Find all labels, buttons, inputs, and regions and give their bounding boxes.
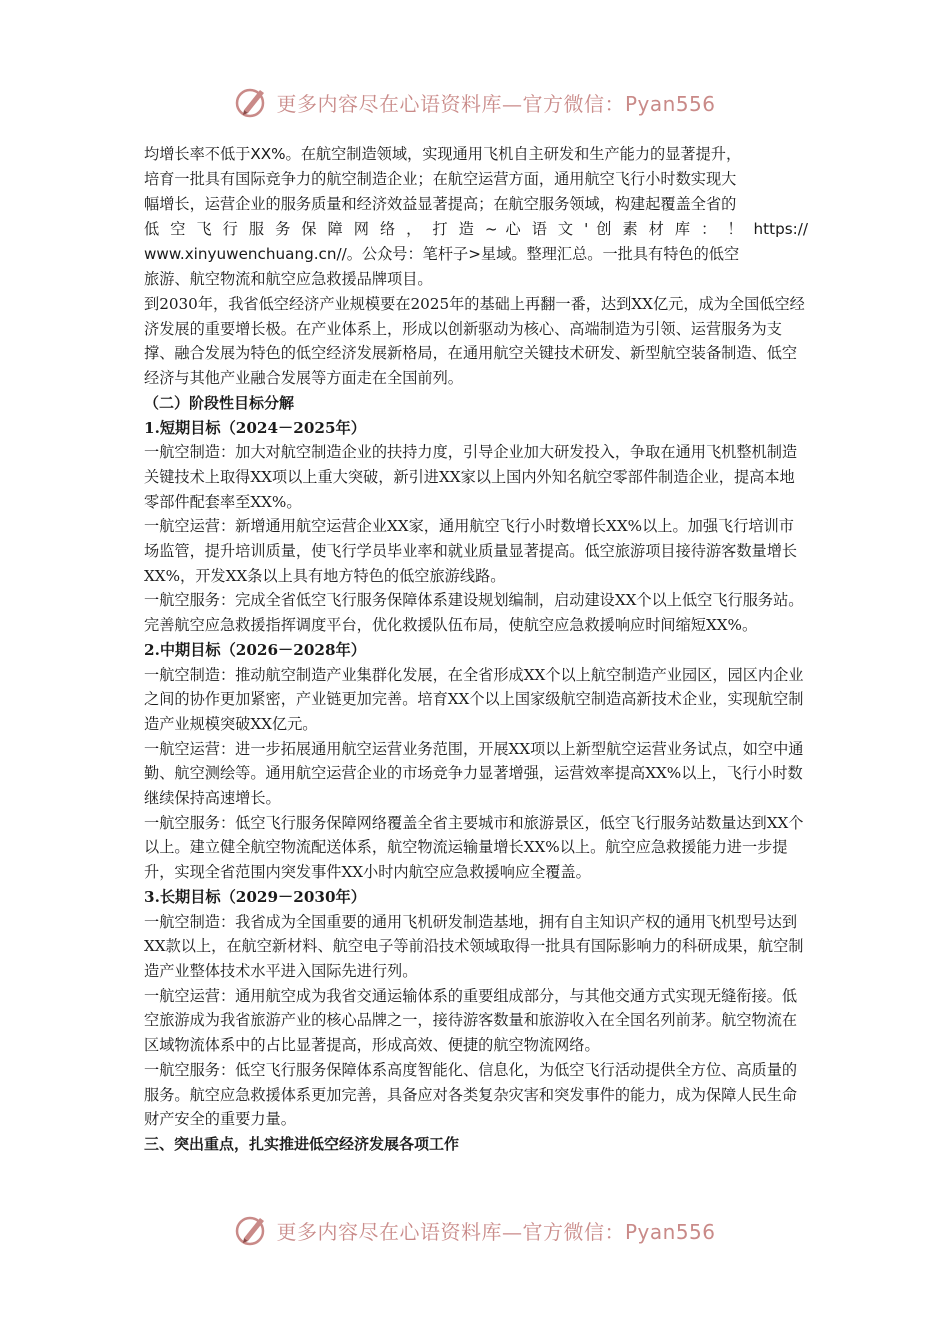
mid-term-manufacturing: 一航空制造：推动航空制造产业集群化发展，在全省形成XX个以上航空制造产业园区，园区内企业之间的协作更加紧密，产业链更加完善。培育XX个以上国家级航空制造高新技术企业，实现航空制造产业规模突破XX亿元。 <box>144 665 804 733</box>
short-term-operations: 一航空运营：新增通用航空运营企业XX家，通用航空飞行小时数增长XX%以上。加强飞行培训市场监管，提升培训质量，使飞行学员毕业率和就业质量显著提高。低空旅游项目接待游客数量增长XX%，开发XX条以上具有地方特色的低空旅游线路。 <box>144 517 798 585</box>
intro-line: 均增长率不低于XX%。在航空制造领域，实现通用飞机自主研发和生产能力的显著提升， <box>144 145 742 163</box>
section-heading-three: 三、突出重点，扎实推进低空经济发展各项工作 <box>144 1134 460 1153</box>
banner-text: 更多内容尽在心语资料库—官方微信：Pyan556 <box>276 91 716 116</box>
header-banner <box>0 80 950 124</box>
long-term-manufacturing: 一航空制造：我省成为全国重要的通用飞机研发制造基地，拥有自主知识产权的通用飞机型号达到XX款以上，在航空新材料、航空电子等前沿技术领域取得一批具有国际影响力的科研成果，航空制造产业整体技术水平进入国际先进行列。 <box>144 912 804 980</box>
intro-line: 低 空 飞 行 服 务 保 障 网 络 ， 打 造 ~ 心 语 文 ' 创 素 材 库 ： ！ https:// <box>144 220 808 238</box>
paragraph-2030: 到2030年，我省低空经济产业规模要在2025年的基础上再翻一番，达到XX亿元，成为全国低空经济发展的重要增长极。在产业体系上，形成以创新驱动为核心、高端制造为引领、运营服务为支撑、融合发展为特色的低空经济发展新格局，在通用航空关键技术研发、新型航空装备制造、低空经济与其他产业融合发展等方面走在全国前列。 <box>144 295 805 388</box>
long-term-operations: 一航空运营：通用航空成为我省交通运输体系的重要组成部分，与其他交通方式实现无缝衔接。低空旅游成为我省旅游产业的核心品牌之一，接待游客数量和旅游收入在全国名列前茅。航空物流在区域物流体系中的占比显著提高，形成高效、便捷的航空物流网络。 <box>144 986 798 1055</box>
intro-paragraph <box>144 142 808 292</box>
banner-text: 更多内容尽在心语资料库—官方微信：Pyan556 <box>276 1219 716 1244</box>
intro-line: 旅游、航空物流和航空应急救援品牌项目。 <box>144 270 433 288</box>
intro-line: 培育一批具有国际竞争力的航空制造企业；在航空运营方面，通用航空飞行小时数实现大 <box>144 170 737 188</box>
pen-circle-logo-icon <box>234 1212 270 1248</box>
long-term-heading: 3.长期目标（2029－2030年） <box>144 887 366 906</box>
document-body <box>144 142 808 1157</box>
footer-banner <box>0 1208 950 1252</box>
mid-term-operations: 一航空运营：进一步拓展通用航空运营业务范围，开展XX项以上新型航空运营业务试点，如空中通勤、航空测绘等。通用航空运营企业的市场竞争力显著增强，运营效率提高XX%以上，飞行小时数继续保持高速增长。 <box>144 739 804 808</box>
long-term-services: 一航空服务：低空飞行服务保障体系高度智能化、信息化，为低空飞行活动提供全方位、高质量的服务。航空应急救援体系更加完善，具备应对各类复杂灾害和突发事件的能力，成为保障人民生命财产安全的重要力量。 <box>144 1060 798 1129</box>
intro-line: www.xinyuwenchuang.cn//。公众号：笔杆子>星域。整理汇总。一批具有特色的低空 <box>144 245 740 263</box>
pen-circle-logo-icon <box>234 84 270 120</box>
section-heading-two: （二）阶段性目标分解 <box>144 393 295 412</box>
intro-line: 幅增长，运营企业的服务质量和经济效益显著提高；在航空服务领域，构建起覆盖全省的 <box>144 195 737 213</box>
short-term-heading: 1.短期目标（2024－2025年） <box>144 418 366 437</box>
short-term-manufacturing: 一航空制造：加大对航空制造企业的扶持力度，引导企业加大研发投入，争取在通用飞机整机制造关键技术上取得XX项以上重大突破，新引进XX家以上国内外知名航空零部件制造企业，提高本地零部件配套率至XX%。 <box>144 443 798 511</box>
mid-term-heading: 2.中期目标（2026－2028年） <box>144 640 366 659</box>
mid-term-services: 一航空服务：低空飞行服务保障网络覆盖全省主要城市和旅游景区，低空飞行服务站数量达到XX个以上。建立健全航空物流配送体系，航空物流运输量增长XX%以上。航空应急救援能力进一步提升，实现全省范围内突发事件XX小时内航空应急救援响应全覆盖。 <box>144 813 804 882</box>
short-term-services: 一航空服务：完成全省低空飞行服务保障体系建设规划编制，启动建设XX个以上低空飞行服务站。完善航空应急救援指挥调度平台，优化救援队伍布局，使航空应急救援响应时间缩短XX%。 <box>144 591 804 635</box>
